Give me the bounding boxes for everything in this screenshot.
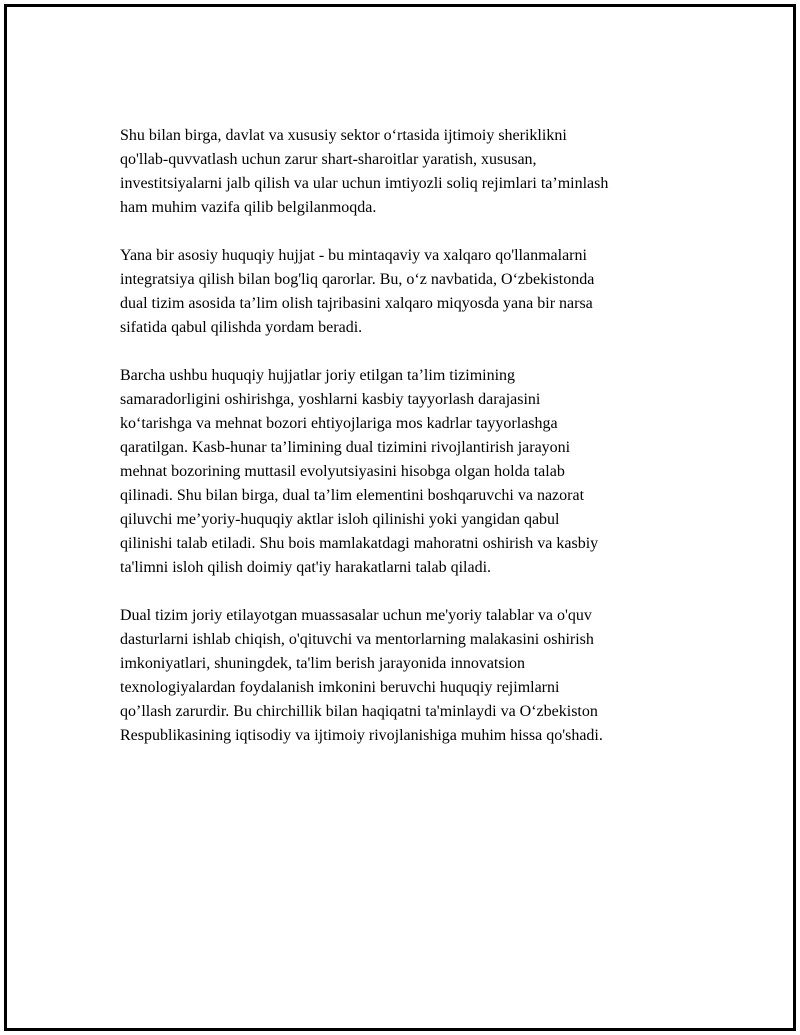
paragraph-2 bbox=[120, 244, 690, 340]
text-line: sifatida qabul qilishda yordam beradi. bbox=[120, 319, 363, 336]
text-line: Yana bir asosiy huquqiy hujjat - bu mintaqaviy va xalqaro qo'llanmalarni bbox=[120, 247, 587, 264]
text-line: Barcha ushbu huquqiy hujjatlar joriy etilgan ta’lim tizimining bbox=[120, 367, 516, 384]
text-line: ham muhim vazifa qilib belgilanmoqda. bbox=[120, 199, 377, 216]
text-line: qo'llab-quvvatlash uchun zarur shart-sharoitlar yaratish, xususan, bbox=[120, 151, 537, 168]
text-line: texnologiyalardan foydalanish imkonini beruvchi huquqiy rejimlarni bbox=[120, 679, 560, 696]
text-line: ko‘tarishga va mehnat bozori ehtiyojlariga mos kadrlar tayyorlashga bbox=[120, 415, 558, 432]
document-body bbox=[120, 124, 690, 772]
text-line: qaratilgan. Kasb-hunar ta’limining dual tizimini rivojlantirish jarayoni bbox=[120, 439, 571, 456]
page-frame bbox=[4, 4, 796, 1031]
text-line: qilinishi talab etiladi. Shu bois mamlakatdagi mahoratni oshirish va kasbiy bbox=[120, 535, 599, 552]
text-line: Dual tizim joriy etilayotgan muassasalar uchun me'yoriy talablar va o'quv bbox=[120, 607, 592, 624]
text-line: ta'limni isloh qilish doimiy qat'iy harakatlarni talab qiladi. bbox=[120, 559, 492, 576]
text-line: Respublikasining iqtisodiy va ijtimoiy rivojlanishiga muhim hissa qo'shadi. bbox=[120, 727, 603, 744]
text-line: qiluvchi me’yoriy-huquqiy aktlar isloh qilinishi yoki yangidan qabul bbox=[120, 511, 560, 528]
text-line: dasturlarni ishlab chiqish, o'qituvchi va mentorlarning malakasini oshirish bbox=[120, 631, 594, 648]
text-line: Shu bilan birga, davlat va xususiy sektor o‘rtasida ijtimoiy sheriklikni bbox=[120, 127, 567, 144]
text-line: samaradorligini oshirishga, yoshlarni kasbiy tayyorlash darajasini bbox=[120, 391, 541, 408]
text-line: qo’llash zarurdir. Bu chirchillik bilan haqiqatni ta'minlaydi va O‘zbekiston bbox=[120, 703, 598, 720]
paragraph-3 bbox=[120, 364, 690, 580]
text-line: dual tizim asosida ta’lim olish tajribasini xalqaro miqyosda yana bir narsa bbox=[120, 295, 593, 312]
text-line: mehnat bozorining muttasil evolyutsiyasini hisobga olgan holda talab bbox=[120, 463, 565, 480]
text-line: imkoniyatlari, shuningdek, ta'lim berish jarayonida innovatsion bbox=[120, 655, 526, 672]
paragraph-4 bbox=[120, 604, 690, 748]
paragraph-1 bbox=[120, 124, 690, 220]
text-line: qilinadi. Shu bilan birga, dual ta’lim elementini boshqaruvchi va nazorat bbox=[120, 487, 585, 504]
text-line: investitsiyalarni jalb qilish va ular uchun imtiyozli soliq rejimlari ta’minlash bbox=[120, 175, 609, 192]
text-line: integratsiya qilish bilan bog'liq qarorlar. Bu, o‘z navbatida, O‘zbekistonda bbox=[120, 271, 595, 288]
